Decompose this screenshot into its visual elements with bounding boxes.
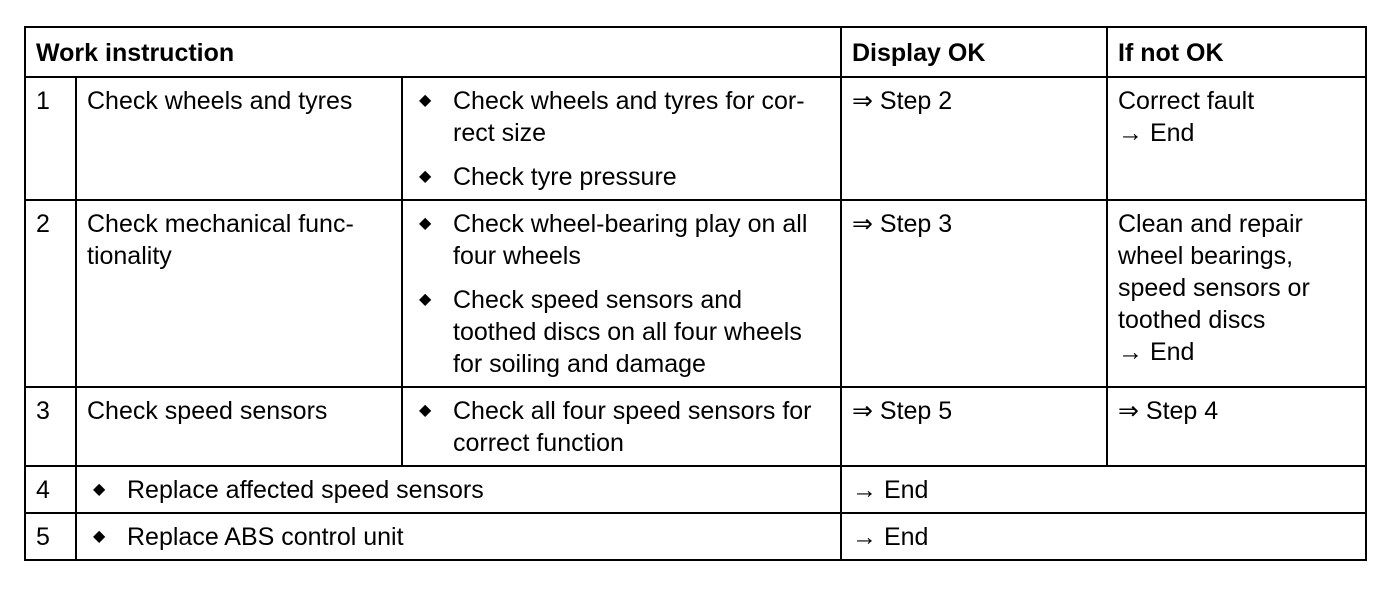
step-number: 5 <box>25 513 76 560</box>
detail-line: Check speed sensors and <box>453 286 743 314</box>
bullet-icon: ◆ <box>419 92 432 109</box>
detail-line: Check all four speed sensors for <box>453 397 812 425</box>
instruction-text: Replace ABS control unit <box>127 523 404 551</box>
not-ok-line: wheel bearings, <box>1118 242 1294 270</box>
ok-line: ⇒ Step 5 <box>852 397 953 425</box>
not-ok-line: speed sensors or <box>1118 274 1310 302</box>
step-instruction <box>76 466 841 513</box>
instruction-text: Replace affected speed sensors <box>127 476 484 504</box>
display-ok-cell <box>841 77 1107 200</box>
step-number: 4 <box>25 466 76 513</box>
detail-item <box>413 161 830 193</box>
if-not-ok-cell <box>1107 77 1366 200</box>
not-ok-line: → End <box>1118 119 1195 147</box>
step-task <box>76 77 402 200</box>
detail-list <box>413 208 830 380</box>
task-line: tionality <box>87 242 172 270</box>
work-instruction-table <box>24 26 1367 561</box>
detail-item <box>413 85 830 149</box>
task-line: Check wheels and tyres <box>87 87 353 115</box>
detail-line: four wheels <box>453 242 581 270</box>
step-task <box>76 200 402 387</box>
table-row <box>25 466 1366 513</box>
bullet-icon: ◆ <box>419 402 432 419</box>
if-not-ok-cell <box>1107 200 1366 387</box>
step-result: → End <box>841 513 1366 560</box>
header-if-not-ok: If not OK <box>1107 27 1366 77</box>
step-task <box>76 387 402 466</box>
step-instruction <box>76 513 841 560</box>
header-work-instruction: Work instruction <box>25 27 841 77</box>
step-details <box>402 387 841 466</box>
not-ok-line: toothed discs <box>1118 306 1266 334</box>
bullet-icon: ◆ <box>93 481 106 498</box>
ok-line: ⇒ Step 2 <box>852 87 953 115</box>
step-number: 2 <box>25 200 76 387</box>
table-row <box>25 200 1366 387</box>
not-ok-line: → End <box>1118 338 1195 366</box>
bullet-icon: ◆ <box>419 291 432 308</box>
not-ok-line: Correct fault <box>1118 87 1255 115</box>
detail-list <box>413 85 830 193</box>
bullet-icon: ◆ <box>419 215 432 232</box>
detail-line: rect size <box>453 119 547 147</box>
step-result: → End <box>841 466 1366 513</box>
step-number: 1 <box>25 77 76 200</box>
step-number: 3 <box>25 387 76 466</box>
detail-item <box>413 395 830 459</box>
table-row <box>25 513 1366 560</box>
table-row <box>25 387 1366 466</box>
step-details <box>402 200 841 387</box>
detail-item <box>413 284 830 380</box>
not-ok-line: ⇒ Step 4 <box>1118 397 1219 425</box>
detail-line: for soiling and damage <box>453 350 706 378</box>
detail-line: toothed discs on all four wheels <box>453 318 802 346</box>
bullet-icon: ◆ <box>419 168 432 185</box>
task-line: Check speed sensors <box>87 397 328 425</box>
header-display-ok: Display OK <box>841 27 1107 77</box>
detail-item <box>413 208 830 272</box>
table-header-row <box>25 27 1366 77</box>
detail-list <box>413 395 830 459</box>
detail-line: Check tyre pressure <box>453 163 677 191</box>
step-details <box>402 77 841 200</box>
display-ok-cell <box>841 200 1107 387</box>
instruction-item <box>87 521 830 553</box>
not-ok-line: Clean and repair <box>1118 210 1303 238</box>
instruction-item <box>87 474 830 506</box>
if-not-ok-cell <box>1107 387 1366 466</box>
bullet-icon: ◆ <box>93 528 106 545</box>
detail-line: Check wheel-bearing play on all <box>453 210 808 238</box>
detail-line: Check wheels and tyres for cor- <box>453 87 805 115</box>
table-row <box>25 77 1366 200</box>
ok-line: ⇒ Step 3 <box>852 210 953 238</box>
task-line: Check mechanical func- <box>87 210 354 238</box>
detail-line: correct function <box>453 429 624 457</box>
display-ok-cell <box>841 387 1107 466</box>
